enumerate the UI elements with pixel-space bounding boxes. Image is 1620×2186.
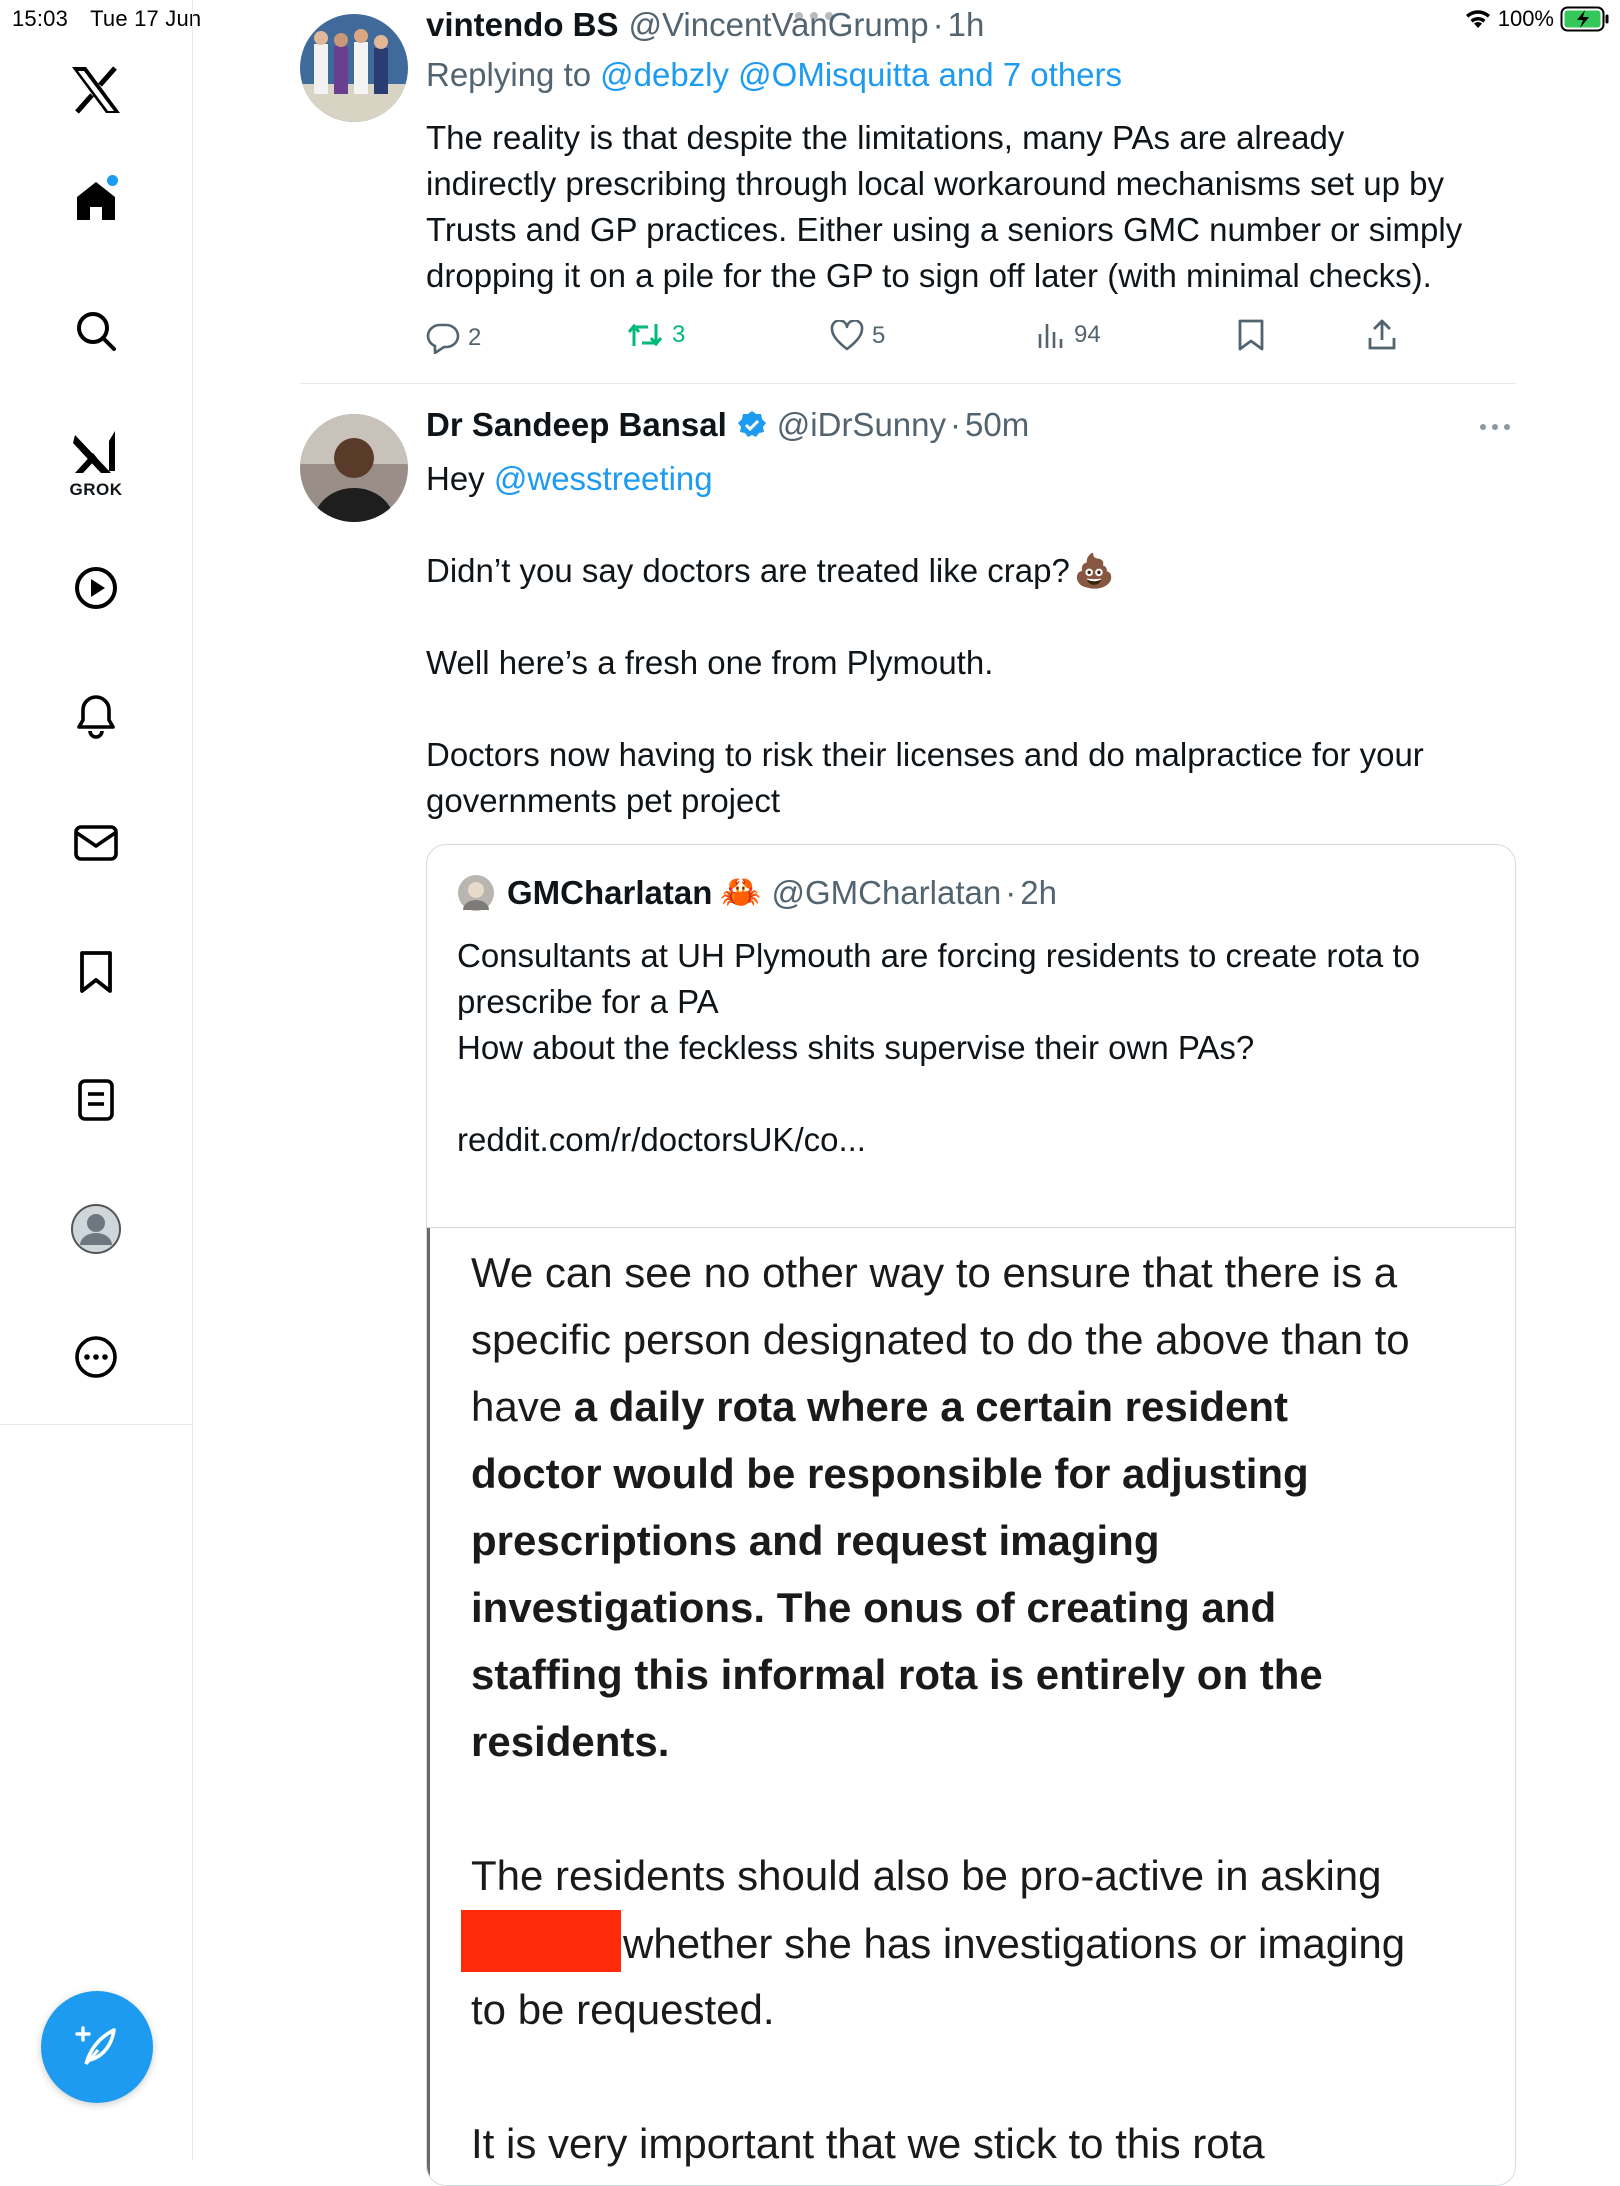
- tweet1-line: The reality is that despite the limitations, many PAs are already: [426, 119, 1345, 156]
- replying-mentions[interactable]: @debzly @OMisquitta and 7 others: [600, 56, 1123, 93]
- heart-icon: [830, 320, 864, 352]
- bell-icon: [74, 693, 118, 739]
- image-line-normal: have: [471, 1383, 563, 1430]
- repost-button[interactable]: [626, 320, 685, 350]
- image-line: The residents should also be pro-active in asking: [471, 1852, 1382, 1899]
- play-icon: [73, 565, 119, 611]
- nav-bookmarks[interactable]: [64, 940, 128, 1004]
- tweet2-line4b: governments pet project: [426, 782, 781, 819]
- like-button[interactable]: [830, 320, 885, 352]
- battery-percent: 100%: [1497, 6, 1554, 31]
- avatar-sandeep[interactable]: [300, 414, 408, 522]
- tweet2-header: [426, 406, 1029, 444]
- x-logo-icon[interactable]: [64, 58, 128, 122]
- status-time: 15:03: [12, 6, 69, 31]
- wifi-icon: [1464, 8, 1492, 30]
- sidebar: [0, 0, 193, 2160]
- profile-avatar-icon: [70, 1203, 122, 1255]
- views-button[interactable]: [1036, 320, 1101, 350]
- reply-button[interactable]: [426, 322, 481, 354]
- nav-explore[interactable]: [64, 299, 128, 363]
- tweet1-header: [426, 6, 984, 44]
- image-line-text: whether she has investigations or imaging: [623, 1920, 1406, 1967]
- quote-text-1: [457, 933, 1420, 1025]
- redaction-box: [461, 1910, 621, 1972]
- quote-time: 2h: [1020, 873, 1057, 911]
- verified-badge-icon: [737, 410, 767, 440]
- crab-emoji: 🦀: [720, 873, 762, 910]
- home-notification-dot: [107, 175, 118, 186]
- mail-icon: [73, 823, 119, 863]
- image-line: We can see no other way to ensure that there is a: [471, 1249, 1398, 1296]
- quote-line: Consultants at UH Plymouth are forcing residents to create rota to: [457, 937, 1420, 974]
- tweet2-time[interactable]: 50m: [965, 406, 1030, 443]
- quote-link[interactable]: reddit.com/r/doctorsUK/co...: [457, 1121, 866, 1158]
- tweet1-line: Trusts and GP practices. Either using a seniors GMC number or simply: [426, 211, 1463, 248]
- tweet2-greeting-line: [426, 456, 713, 502]
- compose-feather-icon: [72, 2022, 122, 2072]
- views-count: 94: [1074, 321, 1101, 348]
- tweet2-greeting: Hey: [426, 460, 485, 497]
- tweet1-author-name[interactable]: vintendo BS: [426, 6, 619, 43]
- grok-icon: [71, 429, 121, 475]
- battery-charging-icon: [1560, 6, 1610, 32]
- tweet2-dot: ·: [950, 406, 962, 443]
- list-icon: [76, 1077, 116, 1123]
- status-bar-right: [1464, 6, 1610, 32]
- quote-line: prescribe for a PA: [457, 983, 719, 1020]
- tweet2-author-name[interactable]: Dr Sandeep Bansal: [426, 406, 727, 443]
- sidebar-separator: [0, 1424, 192, 1425]
- image-line: doctor would be responsible for adjusting: [471, 1450, 1309, 1497]
- quote-header: [457, 873, 1057, 912]
- tweet2-line3: Well here’s a fresh one from Plymouth.: [426, 644, 994, 681]
- status-date: Tue 17 Jun: [90, 6, 202, 31]
- views-chart-icon: [1036, 320, 1066, 350]
- image-line: to be requested.: [471, 1986, 775, 2033]
- tweet2-handle[interactable]: @iDrSunny: [776, 406, 947, 443]
- nav-video[interactable]: [64, 556, 128, 620]
- tweet2-more-button[interactable]: [1480, 424, 1510, 430]
- grok-label: GROK: [69, 480, 123, 499]
- image-line: [461, 1910, 1405, 1977]
- nav-messages[interactable]: [64, 811, 128, 875]
- image-line: It is very important that we stick to this rota: [471, 2120, 1265, 2167]
- quote-screenshot-image[interactable]: [427, 1227, 1515, 2186]
- quoted-tweet-card[interactable]: [426, 844, 1516, 2186]
- replying-prefix: Replying to: [426, 56, 592, 93]
- tweet1-dot: ·: [932, 6, 944, 43]
- nav-lists[interactable]: [64, 1068, 128, 1132]
- nav-more[interactable]: [64, 1325, 128, 1389]
- tweet2-line2: [426, 548, 1115, 594]
- quote-text-2: How about the feckless shits supervise their own PAs?: [457, 1029, 1255, 1066]
- nav-profile[interactable]: [64, 1197, 128, 1261]
- quote-dot: ·: [1005, 873, 1017, 911]
- bookmark-button[interactable]: [1236, 318, 1266, 352]
- tweet2-line2-text: Didn’t you say doctors are treated like crap?: [426, 552, 1070, 589]
- image-line: staffing this informal rota is entirely on the: [471, 1651, 1323, 1698]
- tweet1-replying-to: [426, 56, 1122, 94]
- share-button[interactable]: [1366, 318, 1398, 352]
- compose-button[interactable]: [41, 1991, 153, 2103]
- tweet-divider: [300, 383, 1516, 384]
- more-circle-icon: [73, 1334, 119, 1380]
- tweet1-actions: [426, 318, 1426, 362]
- image-line: prescriptions and request imaging: [471, 1517, 1160, 1564]
- bookmark-icon: [1236, 318, 1266, 352]
- tweet1-line: dropping it on a pile for the GP to sign off later (with minimal checks).: [426, 257, 1432, 294]
- image-line: specific person designated to do the above than to: [471, 1316, 1410, 1363]
- search-icon: [74, 309, 118, 353]
- quote-handle[interactable]: @GMCharlatan: [771, 873, 1002, 911]
- avatar-vintendo[interactable]: [300, 14, 408, 122]
- tweet2-line4: [426, 732, 1424, 824]
- reply-icon: [426, 322, 460, 354]
- nav-grok[interactable]: [64, 420, 128, 484]
- image-line: residents.: [471, 1718, 670, 1765]
- like-count: 5: [872, 322, 886, 349]
- share-icon: [1366, 318, 1398, 352]
- repost-count: 3: [672, 321, 686, 348]
- tweet2-mention[interactable]: @wesstreeting: [493, 460, 713, 497]
- tweet1-line: indirectly prescribing through local workaround mechanisms set up by: [426, 165, 1444, 202]
- nav-home[interactable]: [64, 169, 128, 233]
- image-line-bold: a daily rota where a certain resident: [573, 1383, 1289, 1430]
- reply-count: 2: [468, 324, 482, 351]
- tweet1-handle[interactable]: @VincentVanGrump: [628, 6, 929, 43]
- tweet1-time[interactable]: 1h: [947, 6, 985, 43]
- nav-notifications[interactable]: [64, 684, 128, 748]
- image-line: investigations. The onus of creating and: [471, 1584, 1277, 1631]
- quote-author-name[interactable]: GMCharlatan: [507, 873, 713, 911]
- quote-avatar[interactable]: [457, 874, 495, 912]
- image-line: [471, 1374, 1288, 1440]
- poop-emoji: 💩: [1073, 552, 1115, 589]
- bookmark-icon: [77, 949, 115, 995]
- tweet1-text: [426, 115, 1462, 299]
- tweet2-line4a: Doctors now having to risk their licenses and do malpractice for your: [426, 736, 1424, 773]
- repost-icon: [626, 320, 664, 350]
